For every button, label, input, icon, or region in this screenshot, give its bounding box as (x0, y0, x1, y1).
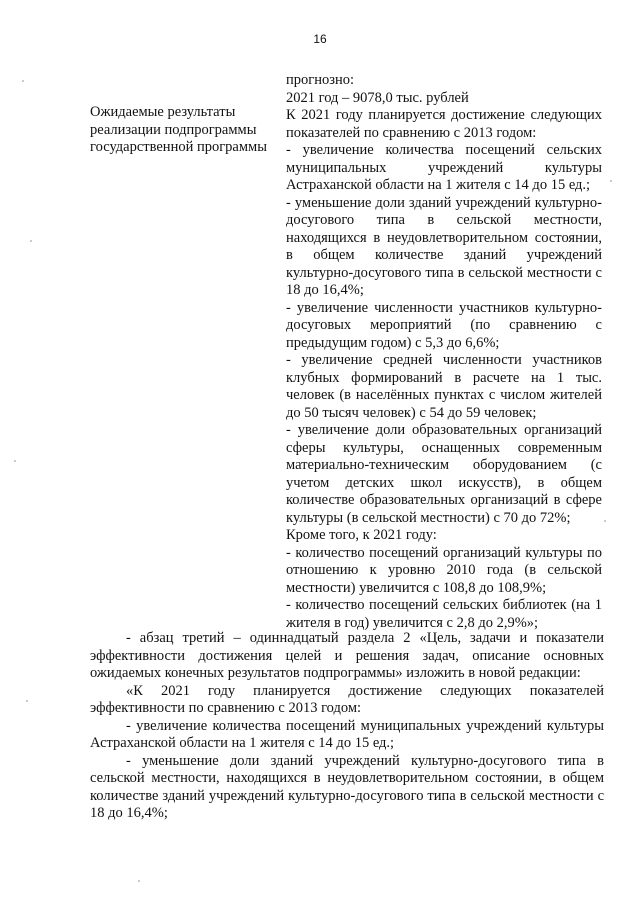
scan-speck (22, 80, 24, 82)
right-line-2021-amount: 2021 год – 9078,0 тыс. рублей (286, 89, 469, 106)
right-line-intro: К 2021 году планируется достижение следующих показателей по сравнению с 2013 годом: (286, 107, 602, 141)
body-text (90, 630, 604, 823)
right-line-org-visits: - количество посещений организаций культуры по отношению к уровню 2010 года (в сельской местности) увеличится с 108,8 до 108,9%; (286, 544, 602, 596)
paragraph-visits: - увеличение количества посещений муниципальных учреждений культуры Астраханской области на 1 жителя с 14 до 15 ед.; (90, 717, 604, 751)
right-line-clubs: - увеличение средней численности участников клубных формирований в расчете на 1 тыс. человек (в населённых пунктах с числом жителей до 50 тысяч человек) с 54 до 59 человек; (286, 352, 602, 421)
paragraph-quote-intro: «К 2021 году планируется достижение следующих показателей эффективности по сравнению с 2013 годом: (90, 682, 604, 716)
table-left-label: Ожидаемые результаты реализации подпрограммы государственной программы (90, 104, 267, 155)
table-right-column (286, 72, 602, 632)
right-line-participants: - увеличение численности участников культурно-досуговых мероприятий (по сравнению с предыдущим годом) с 5,3 до 6,6%; (286, 299, 602, 351)
page-number: 16 (313, 32, 327, 46)
paragraph-buildings: - уменьшение доли зданий учреждений культурно-досугового типа в сельской местности, находящихся в неудовлетворительном состоянии, в общем количестве зданий учреждений культурно-досугового типа в сельской местности с 18 до 16,4%; (90, 752, 604, 821)
scan-speck (30, 240, 32, 242)
scan-speck (610, 180, 612, 182)
right-line-visits: - увеличение количества посещений сельских муниципальных учреждений культуры Астраханской области на 1 жителя с 14 до 15 ед.; (286, 142, 602, 193)
scan-speck (138, 880, 140, 882)
scan-speck (26, 700, 28, 702)
right-line-library-visits: - количество посещений сельских библиотек (на 1 жителя в год) увеличится с 2,8 до 2,9%»; (286, 597, 602, 631)
right-line-forecast: прогнозно: (286, 72, 354, 88)
scan-speck (604, 520, 606, 522)
paragraph-amendment: - абзац третий – одиннадцатый раздела 2 «Цель, задачи и показатели эффективности достижения целей и решения задач, описание основных ожидаемых конечных результатов подпрограммы» изложить в новой редакции: (90, 630, 604, 681)
right-line-education: - увеличение доли образовательных организаций сферы культуры, оснащенных современным материально-техническим оборудованием (с учетом детских школ искусств), в общем количестве образовательных организаций в сфере культуры (в сельской местности) с 70 до 72%; (286, 422, 602, 526)
right-line-besides: Кроме того, к 2021 году: (286, 527, 437, 543)
right-line-buildings: - уменьшение доли зданий учреждений культурно-досугового типа в сельской местности, находящихся в неудовлетворительном состоянии, в общем количестве зданий учреждений культурно-досугового типа в сельской местности с 18 до 16,4%; (286, 194, 602, 298)
scan-speck (14, 460, 16, 462)
